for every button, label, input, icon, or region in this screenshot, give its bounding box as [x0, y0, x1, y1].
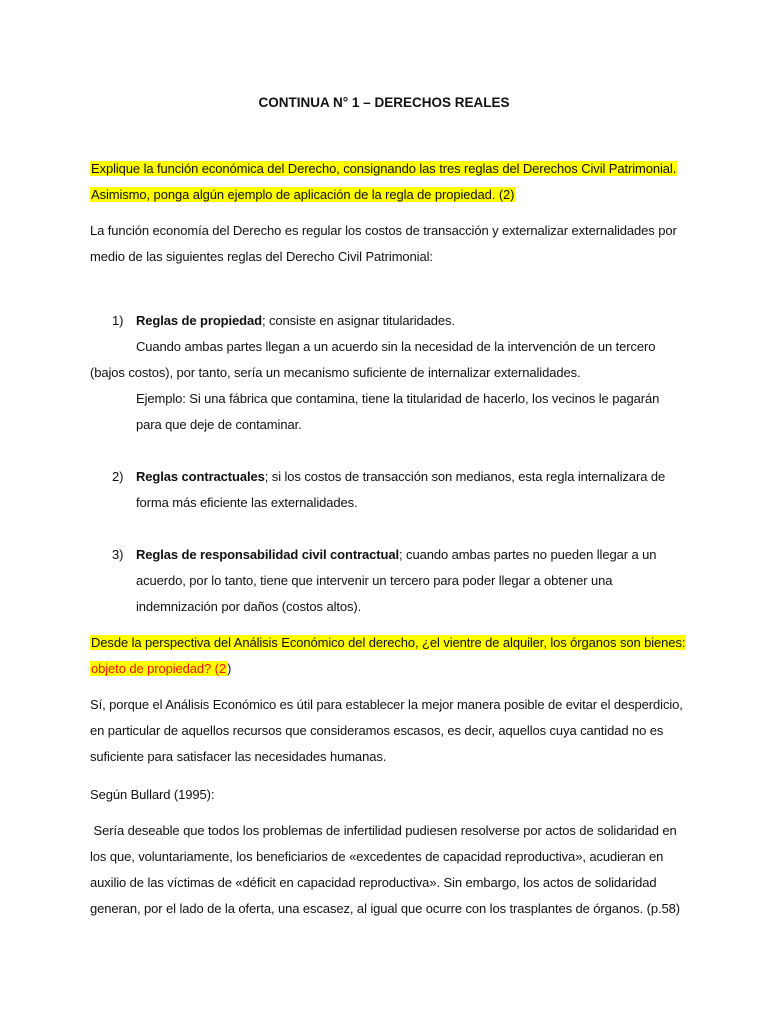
rule1-number: 1) — [112, 313, 124, 328]
answer2-line3: suficiente para satisfacer las necesidades humanas. — [90, 749, 387, 764]
rule3-line3: indemnización por daños (costos altos). — [136, 599, 362, 614]
rule1-title: Reglas de propiedad — [136, 313, 262, 328]
citation-intro: Según Bullard (1995): — [90, 787, 215, 802]
question2-line2-text: objeto de propiedad? (2 — [91, 661, 227, 676]
rule3-line2: acuerdo, por lo tanto, tiene que intervenir un tercero para poder llegar a obtener una — [136, 573, 613, 588]
rule1-example-line1: Ejemplo: Si una fábrica que contamina, tiene la titularidad de hacerlo, los vecinos le pagarán — [136, 391, 660, 406]
question2-line2 — [90, 660, 231, 678]
answer2-line2: en particular de aquellos recursos que consideramos escasos, es decir, aquellos cuya cantidad no es — [90, 723, 664, 738]
rule2-description: ; si los costos de transacción son medianos, esta regla internalizara de — [264, 469, 666, 484]
question2-line1 — [90, 634, 686, 652]
rule3-number: 3) — [112, 547, 124, 562]
rule1-line2: Cuando ambas partes llegan a un acuerdo sin la necesidad de la intervención de un tercero — [136, 339, 656, 354]
rule1-description: ; consiste en asignar titularidades. — [261, 313, 455, 328]
rule2-line2: forma más eficiente las externalidades. — [136, 495, 358, 510]
question2-line1-text: Desde la perspectiva del Análisis Económico del derecho, ¿el vientre de alquiler, los órganos son bienes: — [91, 635, 686, 650]
rule1-line1 — [136, 312, 455, 330]
quote-line4: generan, por el lado de la oferta, una escasez, al igual que ocurre con los trasplantes de órganos. (p.58) — [90, 901, 680, 916]
rule2-line1 — [136, 468, 665, 486]
quote-line3: auxilio de las víctimas de «déficit en capacidad reproductiva». Sin embargo, los actos de solidaridad — [90, 875, 657, 890]
question1-line2-text: Asimismo, ponga algún ejemplo de aplicación de la regla de propiedad. (2) — [91, 187, 515, 202]
rule3-title: Reglas de responsabilidad civil contractual — [136, 547, 400, 562]
quote-line2: los que, voluntariamente, los beneficiarios de «excedentes de capacidad reproductiva», acudieran en — [90, 849, 664, 864]
rule3-description: ; cuando ambas partes no pueden llegar a un — [399, 547, 657, 562]
question1-line1-text: Explique la función económica del Derecho, consignando las tres reglas del Derechos Civil Patrimonial. — [91, 161, 677, 176]
rule3-line1 — [136, 546, 656, 564]
rule1-line3: (bajos costos), por tanto, sería un mecanismo suficiente de internalizar externalidades. — [90, 365, 581, 380]
intro-line2: medio de las siguientes reglas del Derecho Civil Patrimonial: — [90, 249, 433, 264]
rule2-title: Reglas contractuales — [136, 469, 265, 484]
answer2-line1: Sí, porque el Análisis Económico es útil para establecer la mejor manera posible de evitar el desperdicio, — [90, 697, 683, 712]
intro-line1: La función economía del Derecho es regular los costos de transacción y externalizar externalidades por — [90, 223, 677, 238]
quote-line1: Sería deseable que todos los problemas de infertilidad pudiesen resolverse por actos de solidaridad en — [90, 823, 677, 838]
page-title: CONTINUA N° 1 – DERECHOS REALES — [258, 95, 510, 110]
question2-line2-end: ) — [227, 661, 232, 676]
rule2-number: 2) — [112, 469, 124, 484]
rule1-example-line2: para que deje de contaminar. — [136, 417, 302, 432]
question1-line2 — [90, 186, 515, 204]
question1-line1 — [90, 160, 677, 178]
